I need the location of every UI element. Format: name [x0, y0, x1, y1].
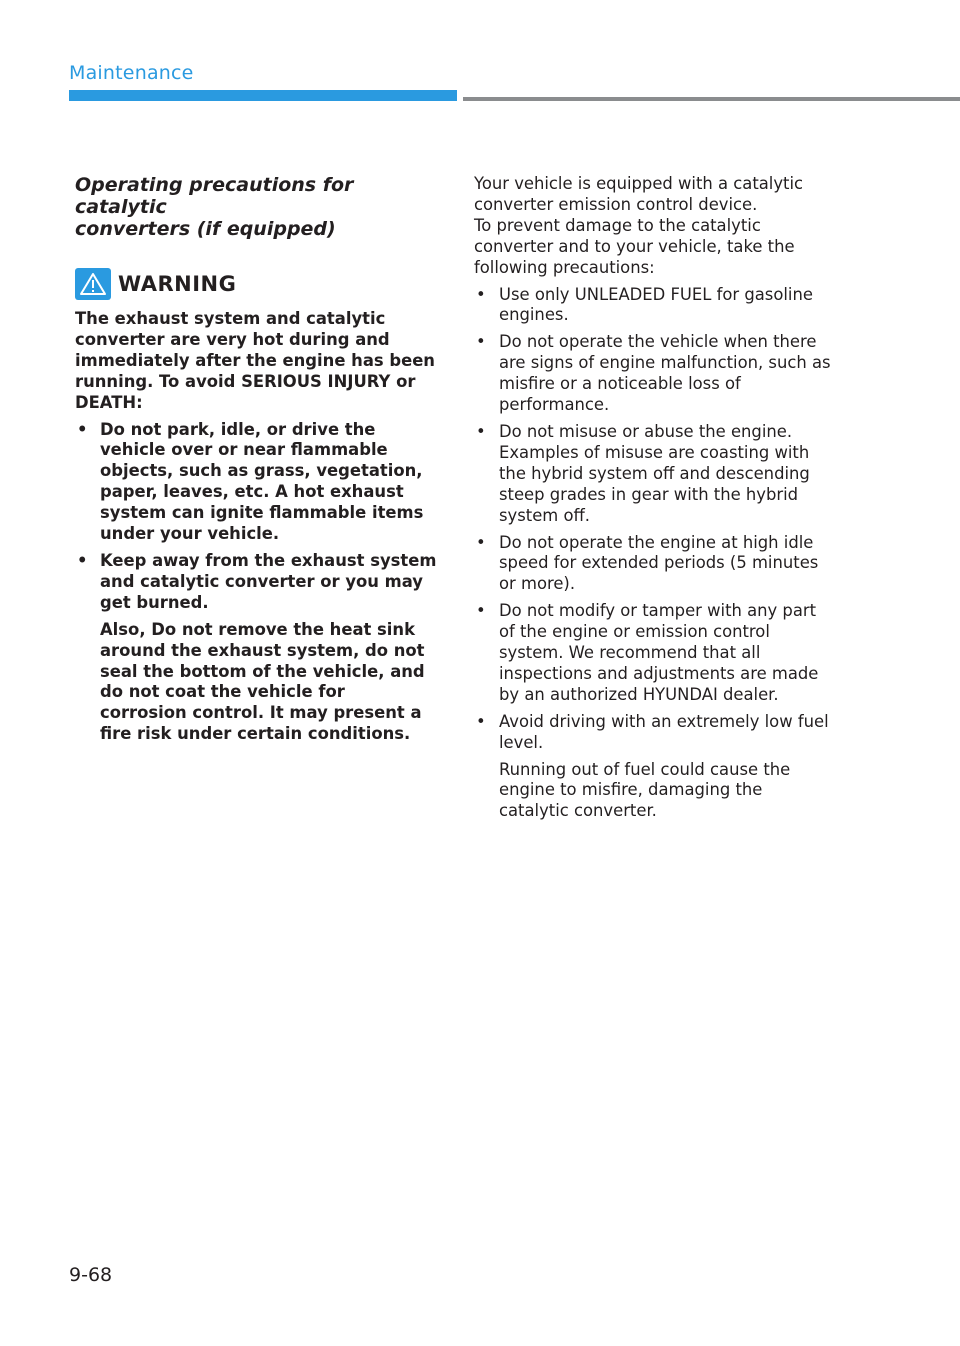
warning-label: WARNING — [118, 272, 237, 296]
list-item — [75, 420, 437, 545]
list-item — [75, 551, 437, 745]
heading-line-2: converters (if equipped) — [75, 218, 336, 240]
right-column — [474, 174, 836, 822]
header-rule-accent — [69, 90, 457, 101]
list-item-subtext: Running out of fuel could cause the engine to misfire, damaging the catalytic converter. — [499, 759, 791, 821]
page-heading — [75, 174, 437, 240]
intro-paragraph-2: To prevent damage to the catalytic converter and to your vehicle, take the following precautions: — [474, 215, 795, 277]
heading-line-1: Operating precautions for catalytic — [75, 174, 354, 218]
left-column — [75, 174, 437, 745]
list-item-text: Keep away from the exhaust system and catalytic converter or you may get burned. — [100, 550, 437, 612]
list-item-subtext: Also, Do not remove the heat sink around the exhaust system, do not seal the bottom of the vehicle, and do not coat the vehicle for corrosion control. It may present a fire risk under certain conditions. — [100, 619, 425, 744]
list-item-text: Do not operate the vehicle when there are signs of engine malfunction, such as misfire or a noticeable loss of performance. — [499, 332, 831, 415]
list-item-text: Do not park, idle, or drive the vehicle over or near flammable objects, such as grass, vegetation, paper, leaves, etc. A hot exhaust system can ignite flammable items under your vehicle. — [100, 419, 424, 544]
warning-intro: The exhaust system and catalytic converter are very hot during and immediately after the engine has been running. To avoid SERIOUS INJURY or DEATH: — [75, 309, 435, 412]
list-item-text: Do not operate the engine at high idle speed for extended periods (5 minutes or more). — [499, 532, 819, 594]
warning-triangle-icon — [75, 268, 111, 300]
list-item — [474, 712, 836, 823]
list-item — [474, 332, 836, 416]
list-item-text: Do not misuse or abuse the engine. Examples of misuse are coasting with the hybrid system off and descending steep grades in gear with the hybrid system off. — [499, 421, 810, 525]
warning-header — [75, 268, 437, 300]
list-item — [474, 601, 836, 706]
page-number: 9-68 — [69, 1264, 113, 1286]
section-title: Maintenance — [69, 62, 194, 84]
warning-list — [75, 420, 437, 746]
list-item — [474, 533, 836, 596]
list-item — [474, 285, 836, 327]
header-rule-gray — [463, 97, 960, 101]
list-item — [474, 422, 836, 527]
precautions-list — [474, 285, 836, 823]
list-item-text: Avoid driving with an extremely low fuel level. — [499, 711, 829, 752]
list-item-text: Use only UNLEADED FUEL for gasoline engines. — [499, 284, 813, 325]
list-item-text: Do not modify or tamper with any part of the engine or emission control system. We recommend that all inspections and adjustments are made by an authorized HYUNDAI dealer. — [499, 601, 819, 704]
intro-paragraph-1: Your vehicle is equipped with a catalytic converter emission control device. — [474, 174, 804, 214]
